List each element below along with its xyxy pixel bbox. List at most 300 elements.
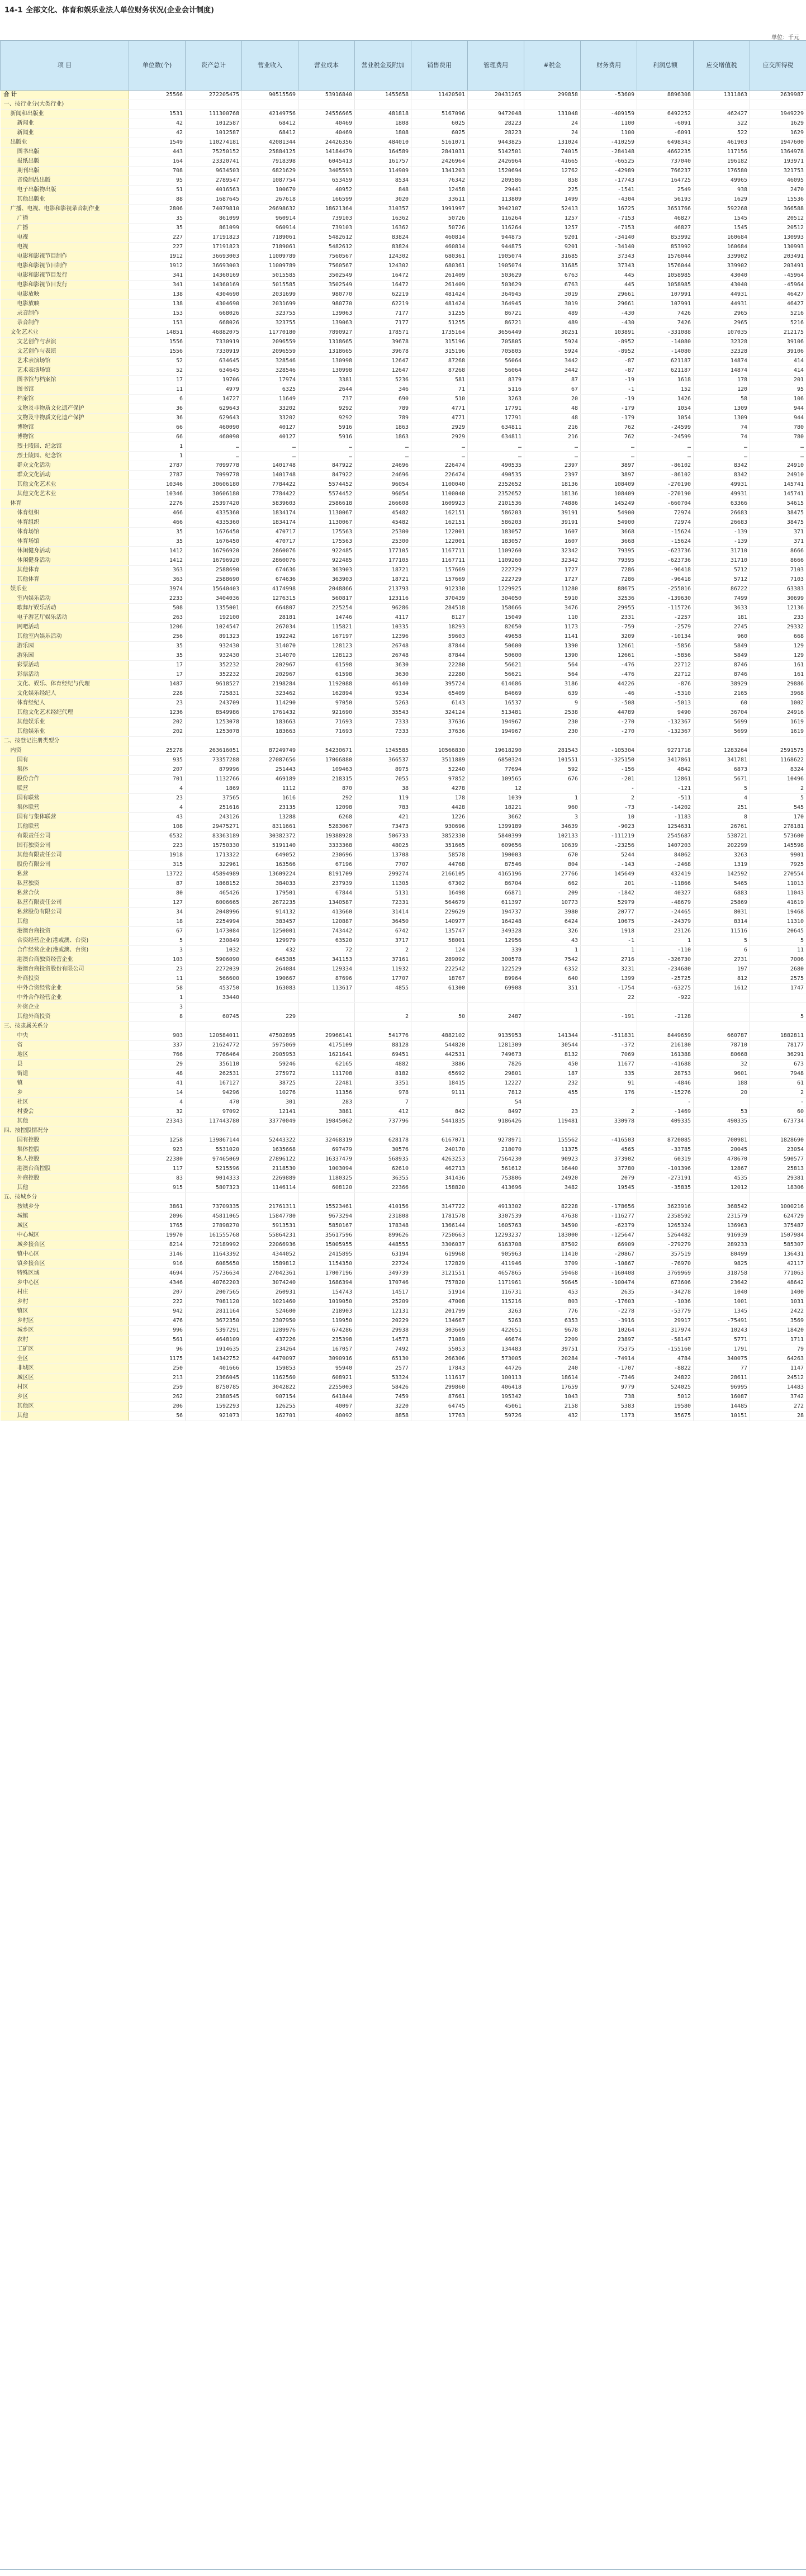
table-row — [1, 376, 806, 385]
cell-value: 43040 — [694, 271, 750, 281]
cell-value: 6492252 — [637, 110, 694, 119]
table-row — [1, 480, 806, 490]
cell-value: 640 — [524, 974, 581, 984]
cell-value — [129, 1022, 186, 1031]
cell-value: 3980 — [524, 908, 581, 917]
cell-value: … — [750, 452, 806, 461]
cell-value — [694, 1126, 750, 1136]
row-label: 其他文化艺术业 — [1, 490, 129, 499]
table-row — [1, 91, 806, 100]
cell-value: 1175 — [129, 1355, 186, 1364]
cell-value: 5482612 — [298, 233, 355, 243]
row-label: 其他体育 — [1, 575, 129, 585]
cell-value: -179 — [581, 404, 637, 414]
cell-value: 8132 — [524, 1050, 581, 1060]
cell-value: 61598 — [298, 670, 355, 680]
row-label: 文艺创作与表演 — [1, 347, 129, 357]
cell-value: 3306037 — [411, 1240, 468, 1250]
table-row — [1, 385, 806, 395]
cell-value: 5397291 — [186, 1326, 242, 1336]
table-row — [1, 243, 806, 252]
cell-value: 749673 — [468, 1050, 524, 1060]
cell-value: 2269889 — [242, 1174, 298, 1183]
row-label: 游乐园 — [1, 642, 129, 651]
cell-value: 65409 — [411, 689, 468, 699]
table-row — [1, 965, 806, 974]
cell-value: 1576044 — [637, 262, 694, 271]
cell-value: 40092 — [298, 1412, 355, 1421]
cell-value: 1167711 — [411, 556, 468, 566]
cell-value: 7890927 — [298, 328, 355, 338]
column-header-income-tax-payable: 应交所得税 — [750, 41, 806, 91]
cell-value: 35 — [129, 214, 186, 224]
cell-value: 634811 — [468, 433, 524, 442]
cell-value: 74 — [694, 423, 750, 433]
cell-value: -132367 — [637, 727, 694, 737]
cell-value: 42117 — [750, 1259, 806, 1269]
cell-value: 22724 — [355, 1259, 411, 1269]
cell-value: 737040 — [637, 157, 694, 167]
cell-value: 136963 — [694, 1221, 750, 1231]
table-body — [1, 91, 806, 1421]
cell-value: 54615 — [750, 499, 806, 509]
cell-value: 861099 — [186, 224, 242, 233]
cell-value: 74 — [694, 433, 750, 442]
cell-value: 1162560 — [242, 1374, 298, 1383]
cell-value: 158666 — [468, 604, 524, 613]
cell-value: 641844 — [298, 1393, 355, 1402]
cell-value: 1412 — [129, 547, 186, 556]
table-row — [1, 822, 806, 832]
cell-value: 202967 — [242, 661, 298, 670]
cell-value: 45482 — [355, 518, 411, 528]
cell-value: 318758 — [694, 1269, 750, 1278]
table-row — [1, 936, 806, 946]
cell-value: 5712 — [694, 575, 750, 585]
cell-value: 38929 — [694, 680, 750, 689]
cell-value: 20229 — [355, 1317, 411, 1326]
cell-value: 1318665 — [298, 347, 355, 357]
cell-value: 58 — [129, 984, 186, 993]
row-label: 期刊出版 — [1, 167, 129, 176]
cell-value: 41 — [129, 1079, 186, 1088]
cell-value: 922485 — [298, 547, 355, 556]
cell-value: 1616 — [242, 794, 298, 803]
cell-value: 7948 — [750, 1069, 806, 1079]
cell-value: 503629 — [468, 281, 524, 290]
cell-value: 51255 — [411, 309, 468, 319]
table-title: 全部文化、体育和娱乐业法人单位财务状况(企业会计制度) — [26, 6, 214, 15]
row-label: 其他 — [1, 917, 129, 927]
cell-value: 3672350 — [186, 1317, 242, 1326]
cell-value: 195342 — [468, 1393, 524, 1402]
cell-value: 108 — [129, 822, 186, 832]
cell-value: 1828690 — [750, 1136, 806, 1145]
table-row — [1, 661, 806, 670]
cell-value: 31710 — [694, 547, 750, 556]
table-row — [1, 423, 806, 433]
cell-value: 202967 — [242, 670, 298, 680]
cell-value: 3351 — [355, 1079, 411, 1088]
row-label: 休闲健身活动 — [1, 556, 129, 566]
row-label: 乡村区 — [1, 1317, 129, 1326]
row-label: 私营股份有限公司 — [1, 908, 129, 917]
cell-value: 8182 — [355, 1069, 411, 1079]
cell-value: -1036 — [637, 1298, 694, 1307]
cell-value: 9278971 — [468, 1136, 524, 1145]
cell-value: 1054 — [637, 404, 694, 414]
cell-value: 341 — [129, 281, 186, 290]
row-label: 音像制品出版 — [1, 176, 129, 186]
row-label: 按城乡分 — [1, 1202, 129, 1212]
cell-value: 3482 — [524, 1183, 581, 1193]
cell-value — [242, 1003, 298, 1012]
cell-value: 932430 — [186, 642, 242, 651]
cell-value: 1863 — [355, 433, 411, 442]
cell-value: 222729 — [468, 575, 524, 585]
cell-value: 62219 — [355, 300, 411, 309]
cell-value — [524, 993, 581, 1003]
cell-value: 12867 — [694, 1164, 750, 1174]
cell-value: 674636 — [242, 566, 298, 575]
cell-value: 20284 — [524, 1355, 581, 1364]
cell-value: 470717 — [242, 528, 298, 537]
cell-value: 23135 — [242, 803, 298, 813]
cell-value: 303669 — [411, 1326, 468, 1336]
cell-value: 2 — [750, 784, 806, 794]
cell-value: 476 — [129, 1317, 186, 1326]
cell-value: 1087754 — [242, 176, 298, 186]
cell-value: 47502895 — [242, 1031, 298, 1041]
cell-value: -178656 — [581, 1202, 637, 1212]
cell-value: -410259 — [581, 138, 637, 148]
cell-value: 187 — [524, 1069, 581, 1079]
cell-value: 49931 — [694, 480, 750, 490]
cell-value: -273191 — [637, 1174, 694, 1183]
cell-value: 960914 — [242, 224, 298, 233]
row-label: 其他娱乐业 — [1, 727, 129, 737]
cell-value: 757820 — [411, 1278, 468, 1288]
table-row — [1, 224, 806, 233]
cell-value: -35835 — [637, 1183, 694, 1193]
table-row — [1, 1069, 806, 1079]
cell-value: 608921 — [298, 1374, 355, 1383]
cell-value: 39751 — [524, 1345, 581, 1355]
cell-value: 1 — [129, 452, 186, 461]
cell-value: 922485 — [298, 556, 355, 566]
cell-value: 448555 — [355, 1240, 411, 1250]
cell-value: 3656449 — [468, 328, 524, 338]
cell-value: 80 — [129, 889, 186, 898]
cell-value: 3147722 — [411, 1202, 468, 1212]
cell-value: 28181 — [242, 613, 298, 623]
cell-value: 853992 — [637, 233, 694, 243]
cell-value: 157669 — [411, 566, 468, 575]
cell-value: 28 — [750, 1412, 806, 1421]
table-row — [1, 860, 806, 870]
table-row — [1, 252, 806, 262]
cell-value: 11043 — [750, 889, 806, 898]
table-row — [1, 281, 806, 290]
cell-value: 299274 — [355, 870, 411, 879]
cell-value: 4278 — [411, 784, 468, 794]
cell-value: 130998 — [298, 357, 355, 366]
cell-value: 326 — [524, 927, 581, 936]
cell-value: 115216 — [468, 1298, 524, 1307]
cell-value: 2307950 — [242, 1317, 298, 1326]
cell-value: -19 — [581, 395, 637, 404]
row-label: 休闲健身活动 — [1, 547, 129, 556]
row-label: 集体 — [1, 765, 129, 775]
row-label: 合 计 — [1, 91, 129, 100]
cell-value: 192242 — [242, 632, 298, 642]
cell-value: 60 — [694, 699, 750, 708]
cell-value: 489 — [524, 319, 581, 328]
cell-value: 1407203 — [637, 841, 694, 851]
table-row — [1, 1374, 806, 1383]
cell-value: 3861 — [129, 1202, 186, 1212]
cell-value: 18293 — [411, 623, 468, 632]
cell-value: 304050 — [468, 594, 524, 604]
cell-value: 103 — [129, 955, 186, 965]
cell-value: 1869 — [186, 784, 242, 794]
cell-value: 23 — [524, 1107, 581, 1117]
row-label: 有限责任公司 — [1, 832, 129, 841]
table-row — [1, 1317, 806, 1326]
row-label: 网吧活动 — [1, 623, 129, 632]
cell-value: 53916840 — [298, 91, 355, 100]
cell-value: 4 — [129, 803, 186, 813]
cell-value: 225 — [524, 186, 581, 195]
cell-value: 82228 — [524, 1202, 581, 1212]
cell-value: 421 — [355, 813, 411, 822]
cell-value: 26683 — [694, 509, 750, 518]
cell-value: 1629 — [750, 129, 806, 138]
cell-value: 762 — [581, 433, 637, 442]
cell-value: 47638 — [524, 1212, 581, 1221]
cell-value: 138 — [129, 300, 186, 309]
cell-value: 592 — [524, 765, 581, 775]
cell-value: 2965 — [694, 309, 750, 319]
cell-value: 766 — [129, 1050, 186, 1060]
row-label: 文物及非物质文化遗产保护 — [1, 414, 129, 423]
cell-value: 66871 — [468, 889, 524, 898]
table-row — [1, 452, 806, 461]
cell-value: 13609224 — [242, 870, 298, 879]
table-row — [1, 908, 806, 917]
cell-value: 690 — [355, 395, 411, 404]
cell-value: 170 — [750, 813, 806, 822]
cell-value: 120887 — [298, 917, 355, 927]
cell-value: 162701 — [242, 1412, 298, 1421]
cell-value: 29938 — [355, 1326, 411, 1336]
cell-value: 116731 — [468, 1288, 524, 1298]
cell-value: 1100040 — [411, 490, 468, 499]
cell-value: 9825 — [694, 1259, 750, 1269]
cell-value: 2380545 — [186, 1393, 242, 1402]
cell-value: 140977 — [411, 917, 468, 927]
cell-value: 4016563 — [186, 186, 242, 195]
cell-value: 162151 — [411, 509, 468, 518]
table-row — [1, 1278, 806, 1288]
cell-value: 668026 — [186, 319, 242, 328]
cell-value: 16440 — [524, 1164, 581, 1174]
cell-value: 32 — [694, 1060, 750, 1069]
cell-value: 7499 — [694, 594, 750, 604]
cell-value: 18767 — [411, 974, 468, 984]
cell-value: 212175 — [750, 328, 806, 338]
row-label: 集体联营 — [1, 803, 129, 813]
cell-value: 161555768 — [186, 1231, 242, 1240]
table-row — [1, 585, 806, 594]
cell-value: 3186 — [524, 680, 581, 689]
row-label: 城镇 — [1, 1212, 129, 1221]
row-label: 电子游艺厅娱乐活动 — [1, 613, 129, 623]
cell-value: 3668 — [581, 528, 637, 537]
cell-value: 7177 — [355, 309, 411, 319]
cell-value: 161 — [750, 661, 806, 670]
cell-value: 124302 — [355, 252, 411, 262]
cell-value: 3307539 — [468, 1212, 524, 1221]
cell-value: 25869 — [694, 898, 750, 908]
column-header-cost: 营业成本 — [298, 41, 355, 91]
column-header-tax: #税金 — [524, 41, 581, 91]
row-label: 镇中心区 — [1, 1250, 129, 1259]
cell-value: 7189061 — [242, 233, 298, 243]
cell-value — [242, 1126, 298, 1136]
cell-value: -14080 — [637, 347, 694, 357]
row-label: 电视 — [1, 243, 129, 252]
cell-value: 139063 — [298, 309, 355, 319]
cell-value: 18136 — [524, 490, 581, 499]
cell-value: -430 — [581, 319, 637, 328]
cell-value: 1236 — [129, 708, 186, 718]
table-row — [1, 670, 806, 680]
cell-value: 5 — [129, 936, 186, 946]
cell-value: -2128 — [637, 1012, 694, 1022]
cell-value: 39106 — [750, 338, 806, 347]
cell-value: 29955 — [581, 604, 637, 613]
cell-value: 45894989 — [186, 870, 242, 879]
cell-value: 237939 — [298, 879, 355, 889]
cell-value: 2588690 — [186, 566, 242, 575]
cell-value: 64745 — [411, 1402, 468, 1412]
cell-value: 266608 — [355, 499, 411, 509]
cell-value: 83 — [129, 1174, 186, 1183]
row-label: 港澳台商投资 — [1, 927, 129, 936]
unit-note: 单位：千元 — [771, 35, 799, 41]
cell-value: 1 — [129, 442, 186, 452]
cell-value: 22280 — [411, 661, 468, 670]
cell-value: -86102 — [637, 461, 694, 471]
cell-value: 4842 — [637, 765, 694, 775]
cell-value: 40762203 — [186, 1278, 242, 1288]
cell-value — [468, 737, 524, 746]
cell-value: 1141 — [524, 632, 581, 642]
cell-value: 414 — [750, 366, 806, 376]
cell-value: 60319 — [637, 1155, 694, 1164]
cell-value: 2101536 — [468, 499, 524, 509]
cell-value: 39191 — [524, 518, 581, 528]
cell-value: 339 — [468, 946, 524, 955]
cell-value: 11643392 — [186, 1250, 242, 1259]
cell-value: 79395 — [581, 547, 637, 556]
cell-value: 4174998 — [242, 585, 298, 594]
cell-value: 17066880 — [298, 756, 355, 765]
cell-value: 230696 — [298, 851, 355, 860]
cell-value: 83824 — [355, 233, 411, 243]
cell-value: 78177 — [750, 1041, 806, 1050]
cell-value: 223 — [129, 841, 186, 851]
cell-value: 341781 — [694, 756, 750, 765]
cell-value: 68412 — [242, 129, 298, 138]
cell-value: 213 — [129, 1374, 186, 1383]
cell-value: 2048866 — [298, 585, 355, 594]
cell-value: 77694 — [468, 765, 524, 775]
row-label: 三、按隶属关系分 — [1, 1022, 129, 1031]
cell-value — [186, 737, 242, 746]
row-label: 外商控股 — [1, 1174, 129, 1183]
cell-value: 4882102 — [411, 1031, 468, 1041]
cell-value: 17659 — [524, 1383, 581, 1393]
cell-value: 82650 — [468, 623, 524, 632]
table-row — [1, 433, 806, 442]
cell-value: 5216 — [750, 309, 806, 319]
cell-value: … — [298, 452, 355, 461]
cell-value: 1863 — [355, 423, 411, 433]
cell-value: 328546 — [242, 366, 298, 376]
cell-value: 5574452 — [298, 490, 355, 499]
cell-value: 739103 — [298, 224, 355, 233]
cell-value: 24 — [524, 119, 581, 129]
cell-value: 8896308 — [637, 91, 694, 100]
table-row — [1, 1326, 806, 1336]
cell-value: 289092 — [411, 955, 468, 965]
cell-value: 8497 — [468, 1107, 524, 1117]
cell-value: 4470097 — [242, 1355, 298, 1364]
cell-value: -623736 — [637, 547, 694, 556]
cell-value: 299858 — [524, 91, 581, 100]
cell-value — [411, 737, 468, 746]
table-row — [1, 490, 806, 499]
cell-value: 2672235 — [242, 898, 298, 908]
cell-value — [355, 100, 411, 110]
cell-value: 66 — [129, 423, 186, 433]
cell-value: 7330919 — [186, 347, 242, 357]
table-row — [1, 1012, 806, 1022]
cell-value: 4535 — [694, 1174, 750, 1183]
row-label: 省 — [1, 1041, 129, 1050]
cell-value: 1607 — [524, 537, 581, 547]
cell-value: 653459 — [298, 176, 355, 186]
cell-value: 46427 — [750, 300, 806, 309]
cell-value: 489 — [524, 309, 581, 319]
cell-value: 789 — [355, 414, 411, 423]
cell-value: 89964 — [468, 974, 524, 984]
cell-value: 11770180 — [242, 328, 298, 338]
cell-value: 19845062 — [298, 1117, 355, 1126]
cell-value: 1040 — [694, 1288, 750, 1298]
table-row — [1, 1298, 806, 1307]
cell-value: -42989 — [581, 167, 637, 176]
cell-value: 1355001 — [186, 604, 242, 613]
section-row — [1, 100, 806, 110]
cell-value: -179 — [581, 414, 637, 423]
cell-value: 67 — [129, 927, 186, 936]
row-label: 体育组织 — [1, 509, 129, 518]
cell-value: 19545 — [581, 1183, 637, 1193]
cell-value: 2965 — [694, 319, 750, 328]
